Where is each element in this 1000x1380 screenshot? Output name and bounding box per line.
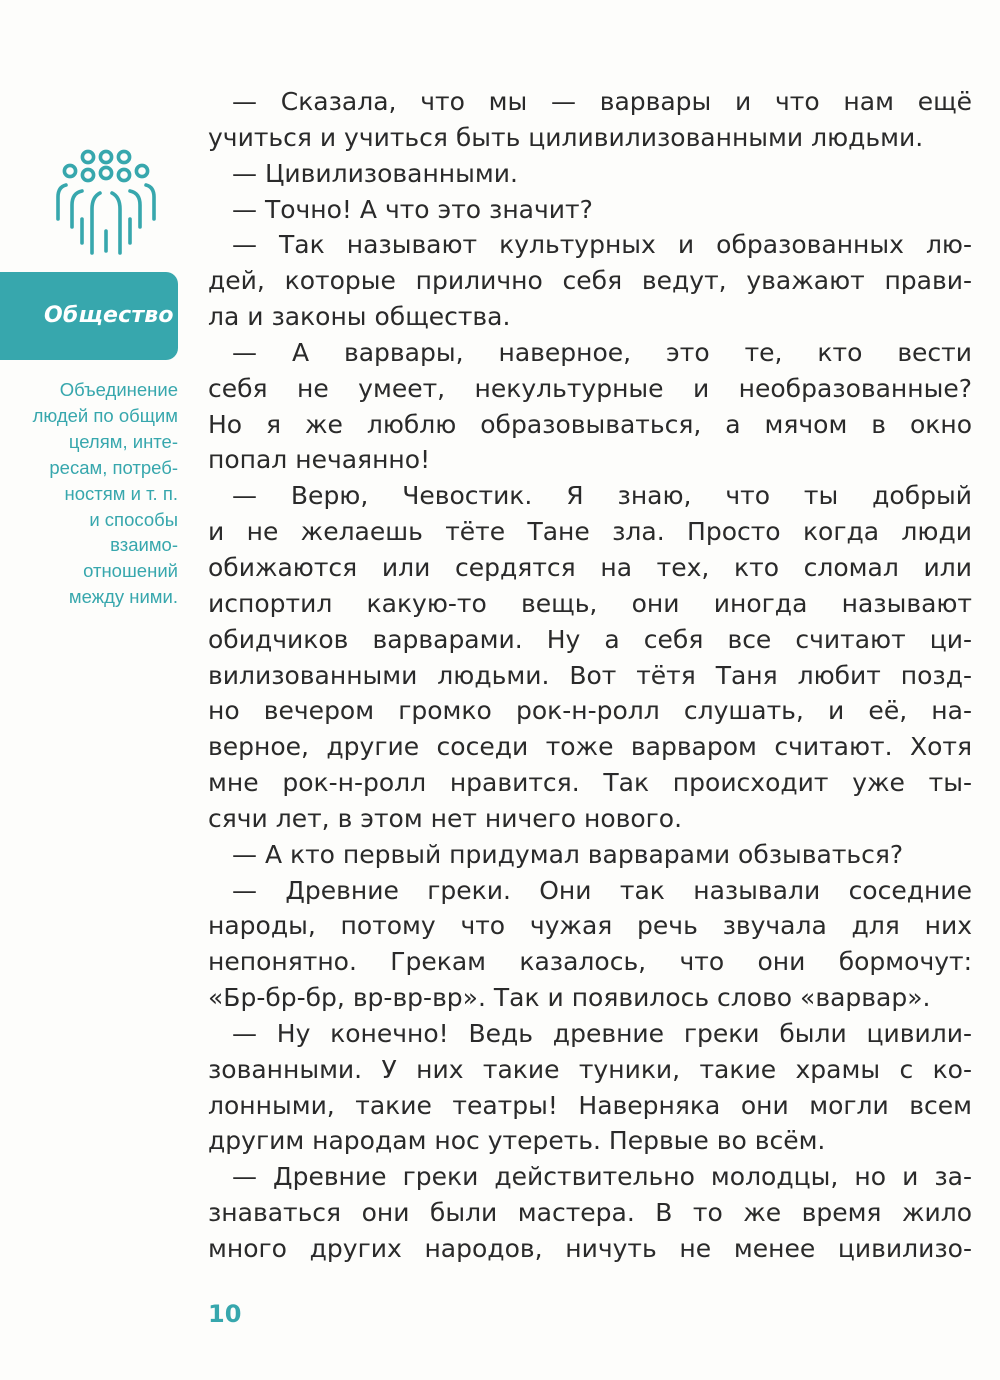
text-line: непонятно. Грекам казалось, что они бормочут: bbox=[208, 947, 972, 977]
text-line: верное, другие соседи тоже варваром считают. Хотя bbox=[208, 732, 972, 762]
definition-line: Объединение bbox=[59, 379, 178, 400]
text-line: испортил какую-то вещь, они иногда называют bbox=[208, 588, 972, 618]
text-line: вилизованными людьми. Вот тётя Таня любит позд- bbox=[208, 660, 972, 690]
text-line: себя не умеет, некультурные и необразованные? bbox=[208, 373, 972, 403]
main-text bbox=[208, 84, 972, 1267]
text-line: и не желаешь тёте Тане зла. Просто когда люди bbox=[208, 517, 972, 547]
text-line: другим народам нос утереть. Первые во всём. bbox=[208, 1126, 826, 1156]
text-line: — Ну конечно! Ведь древние греки были цивили- bbox=[232, 1018, 972, 1048]
text-line: — Древние греки. Они так называли соседние bbox=[232, 875, 972, 905]
definition-line: взаимо- bbox=[110, 534, 178, 556]
text-line: «Бр-бр-бр, вр-вр-вр». Так и появилось слово «варвар». bbox=[208, 983, 931, 1013]
text-line: но вечером громко рок-н-ролл слушать, и её, на- bbox=[208, 696, 972, 726]
text-line: — Сказала, что мы — варвары и что нам ещё bbox=[232, 87, 972, 116]
text-line: — Так называют культурных и образованных лю- bbox=[232, 230, 972, 260]
term-definition bbox=[10, 377, 178, 610]
text-line: зованными. У них такие туники, такие храмы с ко- bbox=[208, 1054, 972, 1084]
text-line: обижаются или сердятся на тех, кто сломал или bbox=[208, 552, 972, 582]
text-line: народы, потому что чужая речь звучала для них bbox=[208, 911, 972, 941]
definition-line: ресам, потреб- bbox=[49, 456, 178, 478]
definition-line: людей по общим bbox=[32, 404, 178, 426]
text-line: — Верю, Чевостик. Я знаю, что ты добрый bbox=[232, 481, 972, 511]
definition-line: отношений bbox=[83, 560, 178, 582]
text-line: мне рок-н-ролл нравится. Так происходит уже ты- bbox=[208, 768, 972, 798]
people-group-icon bbox=[50, 147, 162, 259]
term-tab: Общество bbox=[0, 272, 178, 360]
text-line: — А кто первый придумал варварами обзываться? bbox=[232, 839, 904, 869]
definition-line: и способы bbox=[89, 508, 178, 530]
definition-line: ностям и т. п. bbox=[64, 482, 178, 504]
page-number: 10 bbox=[208, 1300, 242, 1328]
text-line: дей, которые прилично себя ведут, уважают прави- bbox=[208, 266, 972, 296]
text-line: — Цивилизованными. bbox=[232, 158, 518, 188]
text-line: лонными, такие театры! Наверняка они могли всем bbox=[208, 1090, 972, 1120]
text-line: ла и законы общества. bbox=[208, 302, 511, 332]
text-line: — А варвары, наверное, это те, кто вести bbox=[232, 337, 972, 367]
text-line: Но я же люблю образовываться, а мячом в окно bbox=[208, 409, 972, 439]
text-line: обидчиков варварами. Ну а себя все считают ци- bbox=[208, 624, 972, 654]
definition-line: целям, инте- bbox=[68, 430, 178, 452]
text-line: сячи лет, в этом нет ничего нового. bbox=[208, 803, 683, 833]
definition-line: между ними. bbox=[68, 586, 178, 608]
text-line: много других народов, ничуть не менее цивилизо- bbox=[208, 1234, 972, 1263]
text-line: знаваться они были мастера. В то же время жило bbox=[208, 1198, 972, 1228]
text-line: попал нечаянно! bbox=[208, 445, 431, 475]
text-line: учиться и учиться быть циливилизованными людьми. bbox=[208, 122, 924, 152]
text-line: — Точно! А что это значит? bbox=[232, 194, 593, 224]
text-line: — Древние греки действительно молодцы, но и за- bbox=[232, 1162, 972, 1192]
